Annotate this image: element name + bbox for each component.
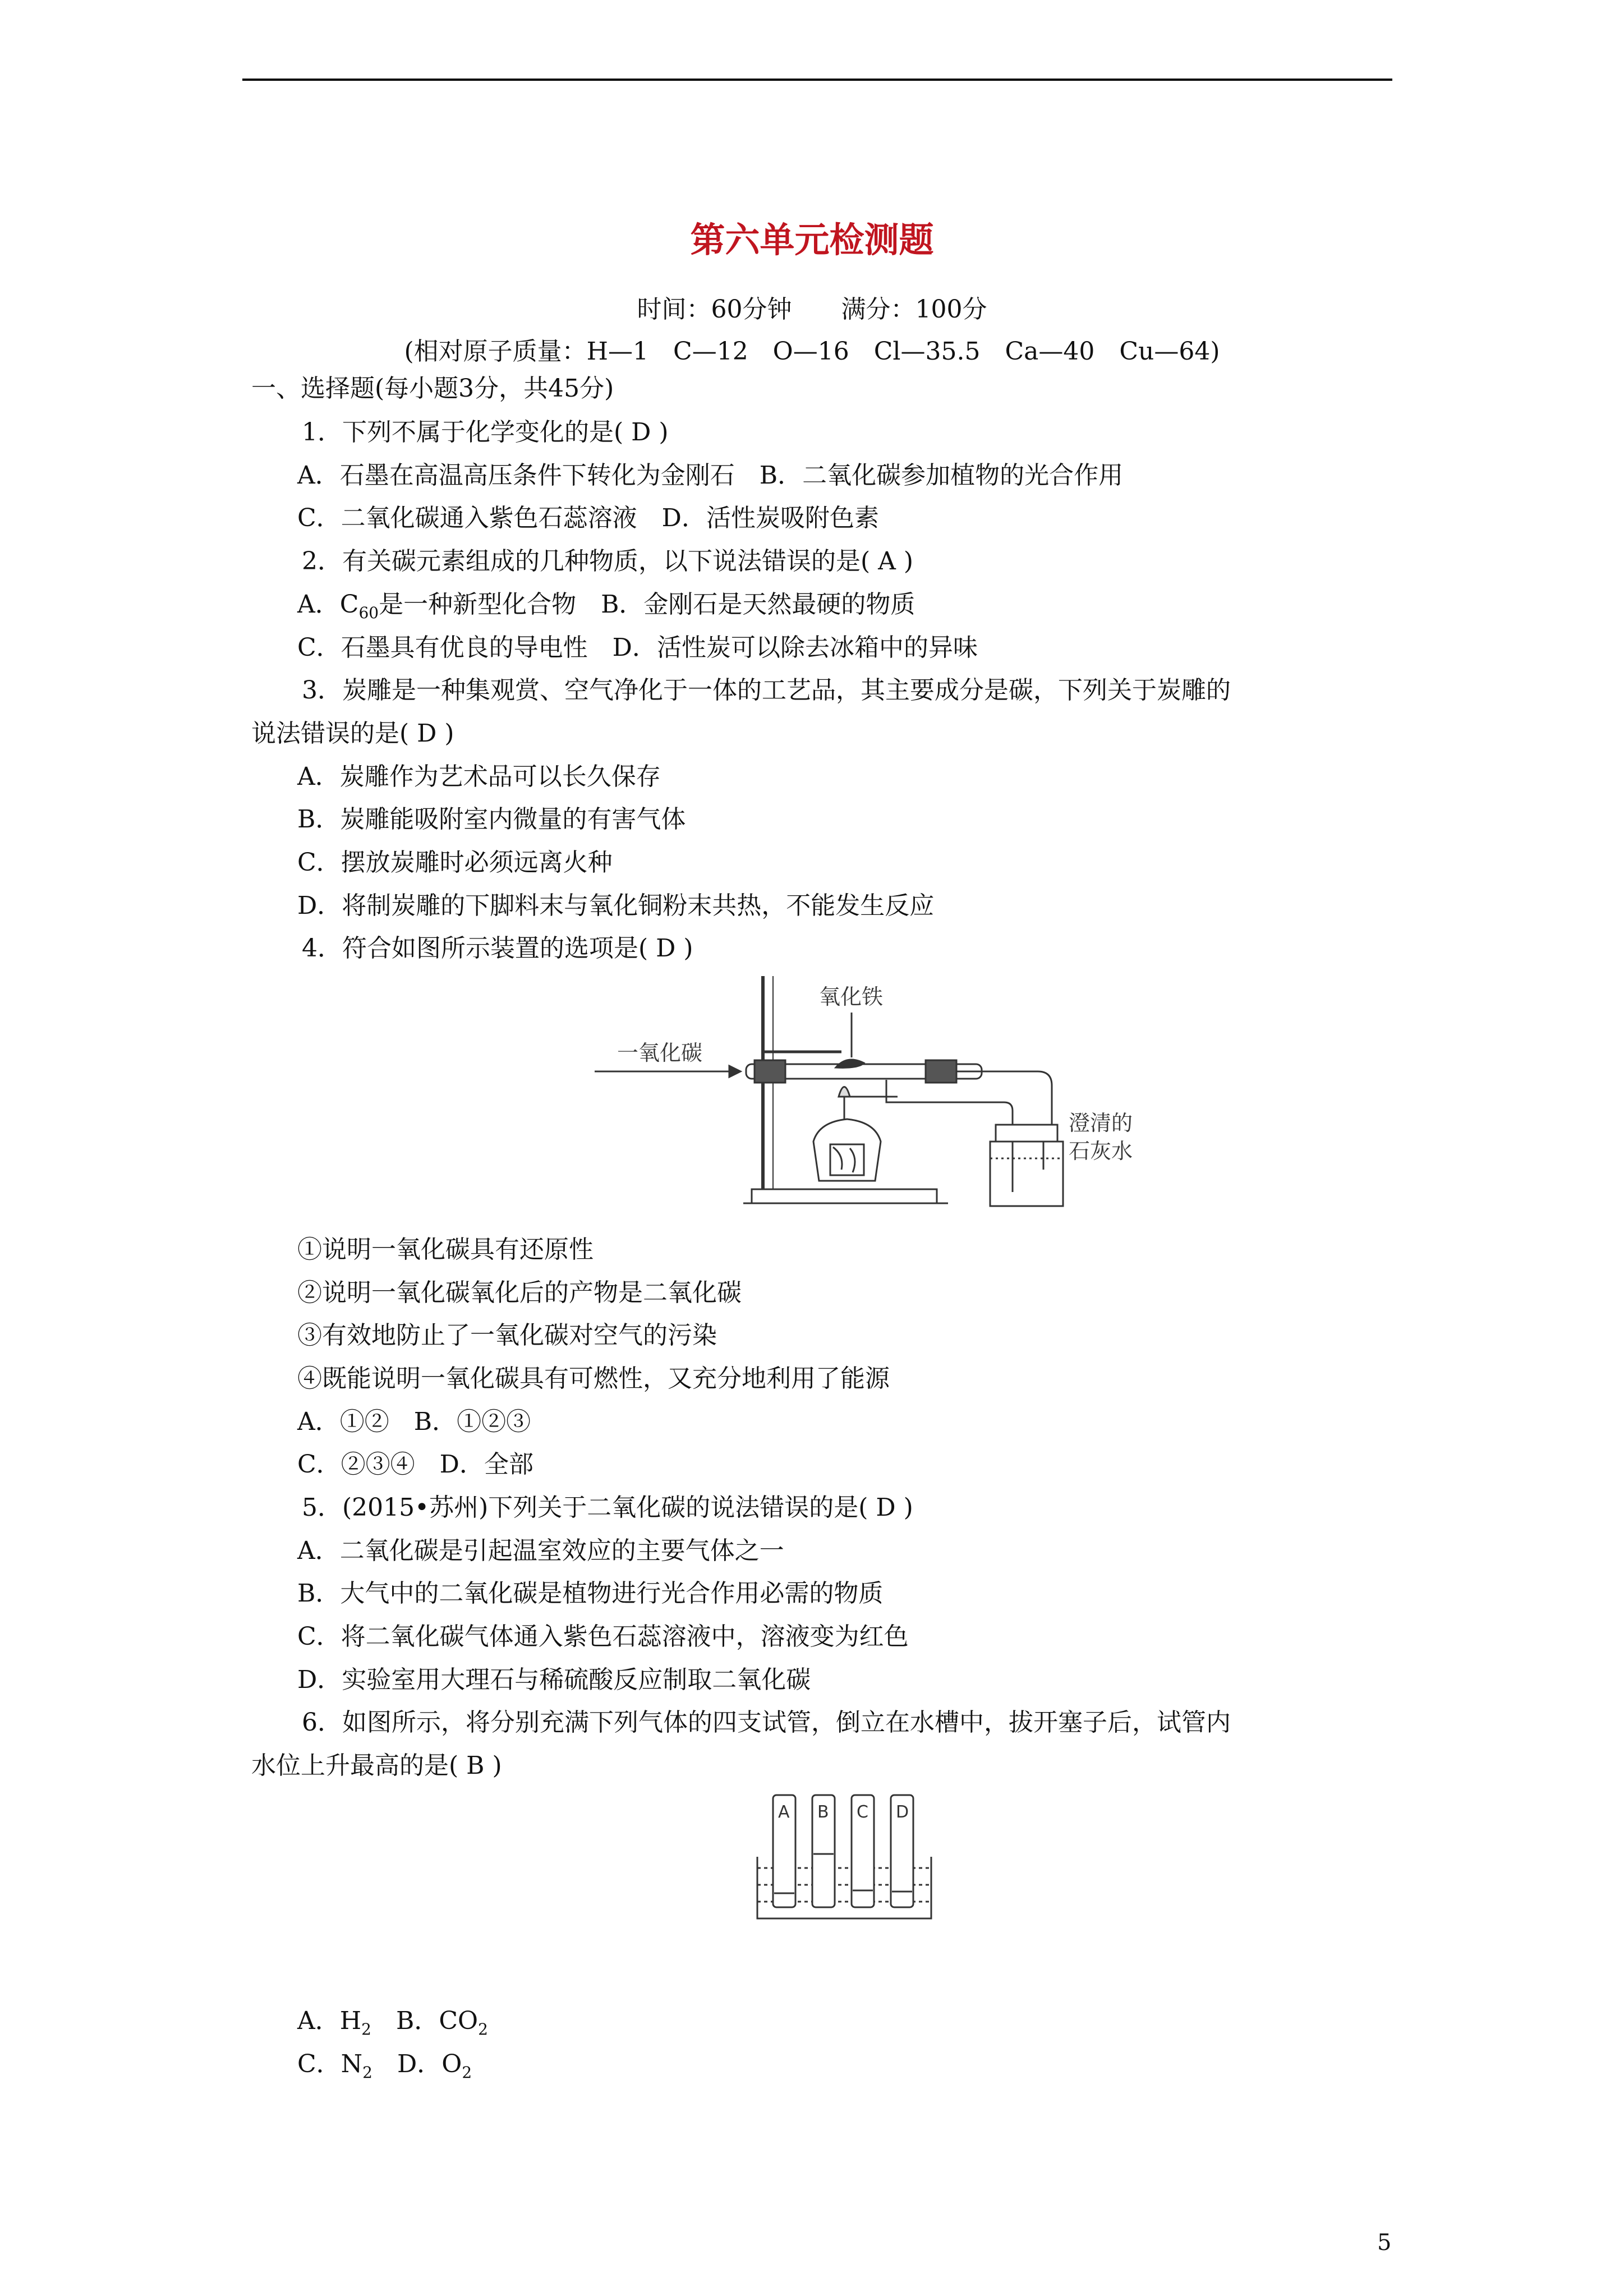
page-number: 5 <box>1377 2230 1392 2256</box>
tube-label-a: A <box>778 1802 790 1822</box>
q5-option-d: D．实验室用大理石与稀硫酸反应制取二氧化碳 <box>297 1665 811 1694</box>
q2-options-cd: C．石墨具有优良的导电性 D．活性炭可以除去冰箱中的异味 <box>297 633 978 662</box>
tube-label-b: B <box>817 1802 829 1822</box>
section-heading: 一、选择题(每小题3分，共45分) <box>251 374 614 403</box>
q3-stem-line2: 说法错误的是( D ) <box>251 719 454 748</box>
q4-options-cd: C．②③④ D．全部 <box>297 1450 533 1479</box>
q4-stem: 4．符合如图所示装置的选项是( D ) <box>302 934 693 963</box>
q3-option-d: D．将制炭雕的下脚料末与氧化铜粉末共热，不能发生反应 <box>297 891 935 920</box>
fig-label-iron-oxide: 氧化铁 <box>819 984 884 1009</box>
q5-option-c: C．将二氧化碳气体通入紫色石蕊溶液中，溶液变为红色 <box>297 1622 909 1651</box>
q2-stem: 2．有关碳元素组成的几种物质，以下说法错误的是( A ) <box>302 547 914 576</box>
q6-options-cd: C．$N_2$ D．$O_2$ <box>297 2050 472 2082</box>
atomic-masses: (相对原子质量：H—1 C—12 O—16 Cl—35.5 Ca—40 Cu—64) <box>404 337 1220 366</box>
q6-options-ab: A．$H_2$ B．$CO_2$ <box>297 2007 488 2039</box>
co-reduction-apparatus-figure <box>595 968 1133 1214</box>
q1-options-ab: A．石墨在高温高压条件下转化为金刚石 B．二氧化碳参加植物的光合作用 <box>297 461 1124 490</box>
q3-option-a: A．炭雕作为艺术品可以长久保存 <box>297 762 661 791</box>
q3-option-c: C．摆放炭雕时必须远离火种 <box>297 848 613 877</box>
fig-label-limewater-1: 澄清的 <box>1069 1111 1133 1135</box>
q1-options-cd: C．二氧化碳通入紫色石蕊溶液 D．活性炭吸附色素 <box>297 504 879 532</box>
q6-stem-line1: 6．如图所示，将分别充满下列气体的四支试管，倒立在水槽中，拔开塞子后，试管内 <box>302 1708 1231 1737</box>
q3-stem-line1: 3．炭雕是一种集观赏、空气净化于一体的工艺品，其主要成分是碳，下列关于炭雕的 <box>302 676 1231 705</box>
fig-label-co: 一氧化碳 <box>617 1041 703 1065</box>
time-info: 时间：60分钟 满分：100分 <box>637 295 987 324</box>
q4-statement-3: ③有效地防止了一氧化碳对空气的污染 <box>297 1321 717 1350</box>
fig-label-limewater-2: 石灰水 <box>1069 1139 1133 1163</box>
page-title: 第六单元检测题 <box>690 219 934 260</box>
q2-options-ab: A．$C_{60}$是一种新型化合物 B．金刚石是天然最硬的物质 <box>297 590 915 622</box>
q6-stem-line2: 水位上升最高的是( B ) <box>251 1751 502 1780</box>
q3-option-b: B．炭雕能吸附室内微量的有害气体 <box>297 805 686 834</box>
tube-label-d: D <box>896 1802 909 1822</box>
q5-option-b: B．大气中的二氧化碳是植物进行光合作用必需的物质 <box>297 1579 884 1608</box>
q4-options-ab: A．①② B．①②③ <box>297 1407 531 1436</box>
q4-statement-4: ④既能说明一氧化碳具有可燃性，又充分地利用了能源 <box>297 1364 890 1393</box>
q4-statement-1: ①说明一氧化碳具有还原性 <box>297 1235 594 1264</box>
q1-stem: 1．下列不属于化学变化的是( D ) <box>302 418 669 447</box>
q5-option-a: A．二氧化碳是引起温室效应的主要气体之一 <box>297 1536 784 1565</box>
q4-statement-2: ②说明一氧化碳氧化后的产物是二氧化碳 <box>297 1278 742 1307</box>
q5-stem: 5．(2015•苏州)下列关于二氧化碳的说法错误的是( D ) <box>302 1493 913 1522</box>
test-tubes-water-trough-figure <box>752 1789 937 1924</box>
header-rule <box>242 79 1392 81</box>
tube-label-c: C <box>857 1802 868 1822</box>
